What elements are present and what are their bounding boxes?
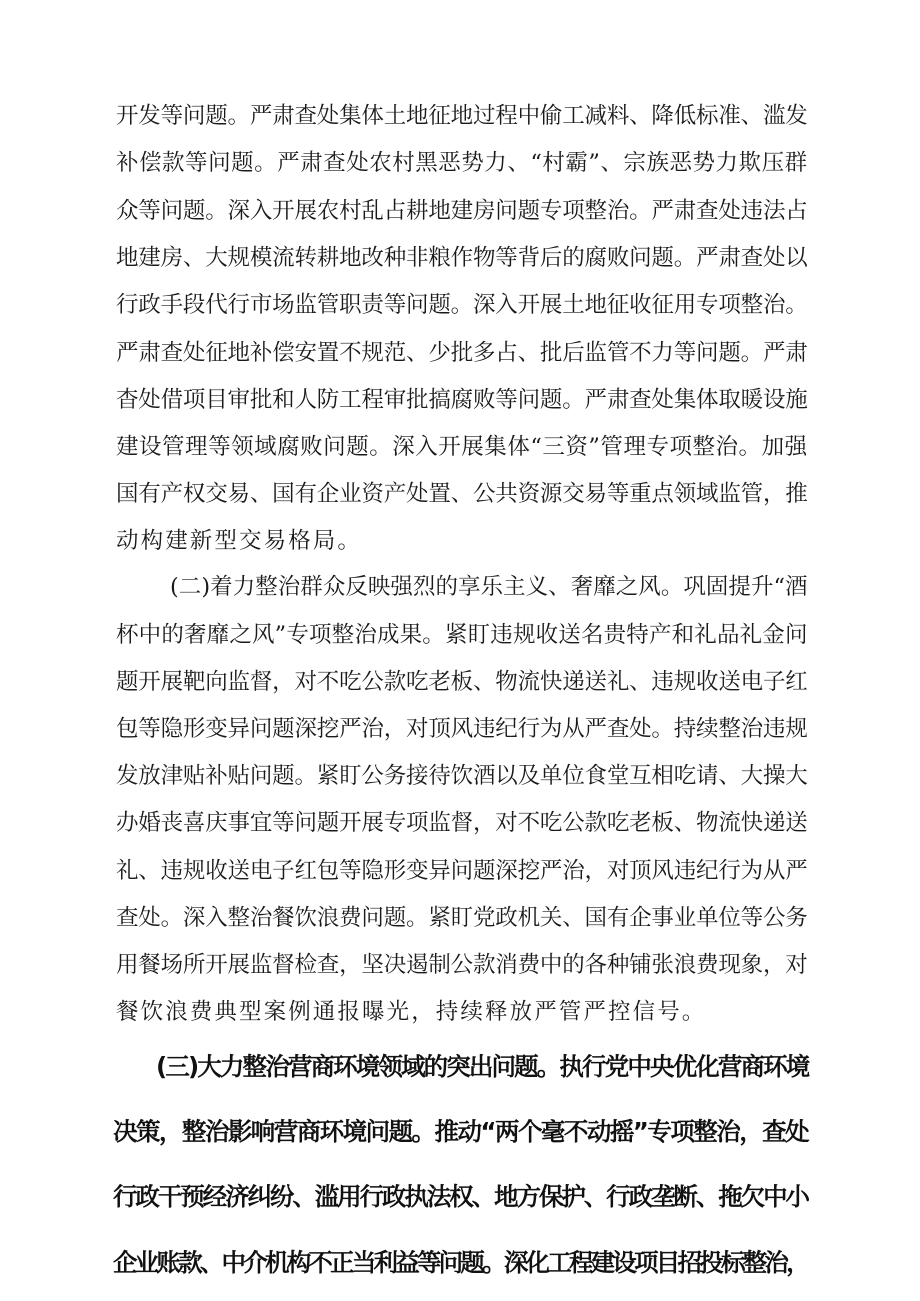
paragraph-line: 餐饮浪费典型案例通报曝光，持续释放严管严控信号。 bbox=[116, 999, 707, 1025]
paragraph-line: 动构建新型交易格局。 bbox=[116, 528, 363, 554]
paragraph-line: 杯中的奢靡之风”专项整治成果。紧盯违规收送名贵特产和礼品礼金问 bbox=[116, 622, 808, 648]
paragraph-line: 开发等问题。严肃查处集体土地征地过程中偷工减料、降低标准、滥发 bbox=[116, 103, 808, 129]
paragraph-line: 地建房、大规模流转耕地改种非粮作物等背后的腐败问题。严肃查处以 bbox=[116, 245, 808, 271]
paragraph-line: 办婚丧喜庆事宜等问题开展专项监督，对不吃公款吃老板、物流快递送 bbox=[116, 810, 808, 836]
paragraph-line: 礼、违规收送电子红包等隐形变异问题深挖严治，对顶风违纪行为从严 bbox=[116, 858, 808, 884]
paragraph-heading-line: (二)着力整治群众反映强烈的享乐主义、奢靡之风。巩固提升“酒 bbox=[170, 574, 808, 600]
paragraph-line: 国有产权交易、国有企业资产处置、公共资源交易等重点领域监管，推 bbox=[116, 481, 808, 507]
paragraph-line: 严肃查处征地补偿安置不规范、少批多占、批后监管不力等问题。严肃 bbox=[116, 340, 808, 366]
paragraph-line: 企业账款、中介机构不正当利益等问题。深化工程建设项目招投标整治， bbox=[113, 1248, 808, 1277]
paragraph-heading-line: (三)大力整治营商环境领域的突出问题。执行党中央优化营商环境 bbox=[156, 1052, 809, 1081]
paragraph-line: 行政手段代行市场监管职责等问题。深入开展土地征收征用专项整治。 bbox=[116, 292, 808, 318]
paragraph-line: 用餐场所开展监督检查，坚决遏制公款消费中的各种铺张浪费现象，对 bbox=[116, 952, 808, 978]
paragraph-line: 题开展靶向监督，对不吃公款吃老板、物流快递送礼、违规收送电子红 bbox=[116, 669, 808, 695]
paragraph-line: 决策，整治影响营商环境问题。推动“两个毫不动摇”专项整治，查处 bbox=[113, 1117, 809, 1146]
paragraph-line: 杳处借项目审批和人防工程审批搞腐败等问题。严肃查处集体取暖设施 bbox=[116, 387, 808, 413]
paragraph-line: 补偿款等问题。严肃查处农村黑恶势力、“村霸”、宗族恶势力欺压群 bbox=[116, 150, 808, 176]
paragraph-line: 众等问题。深入开展农村乱占耕地建房问题专项整治。严肃查处违法占 bbox=[116, 198, 808, 224]
paragraph-line: 包等隐形变异问题深挖严治，对顶风违纪行为从严查处。持续整治违规 bbox=[116, 716, 808, 742]
paragraph-line: 建设管理等领域腐败问题。深入开展集体“三资”管理专项整治。加强 bbox=[116, 434, 808, 460]
paragraph-line: 行政干预经济纠纷、滥用行政执法权、地方保护、行政垄断、拖欠中小 bbox=[113, 1182, 808, 1211]
paragraph-line: 发放津贴补贴问题。紧盯公务接待饮酒以及单位食堂互相吃请、大操大 bbox=[116, 763, 808, 789]
paragraph-line: 查处。深入整治餐饮浪费问题。紧盯党政机关、国有企事业单位等公务 bbox=[116, 905, 808, 931]
